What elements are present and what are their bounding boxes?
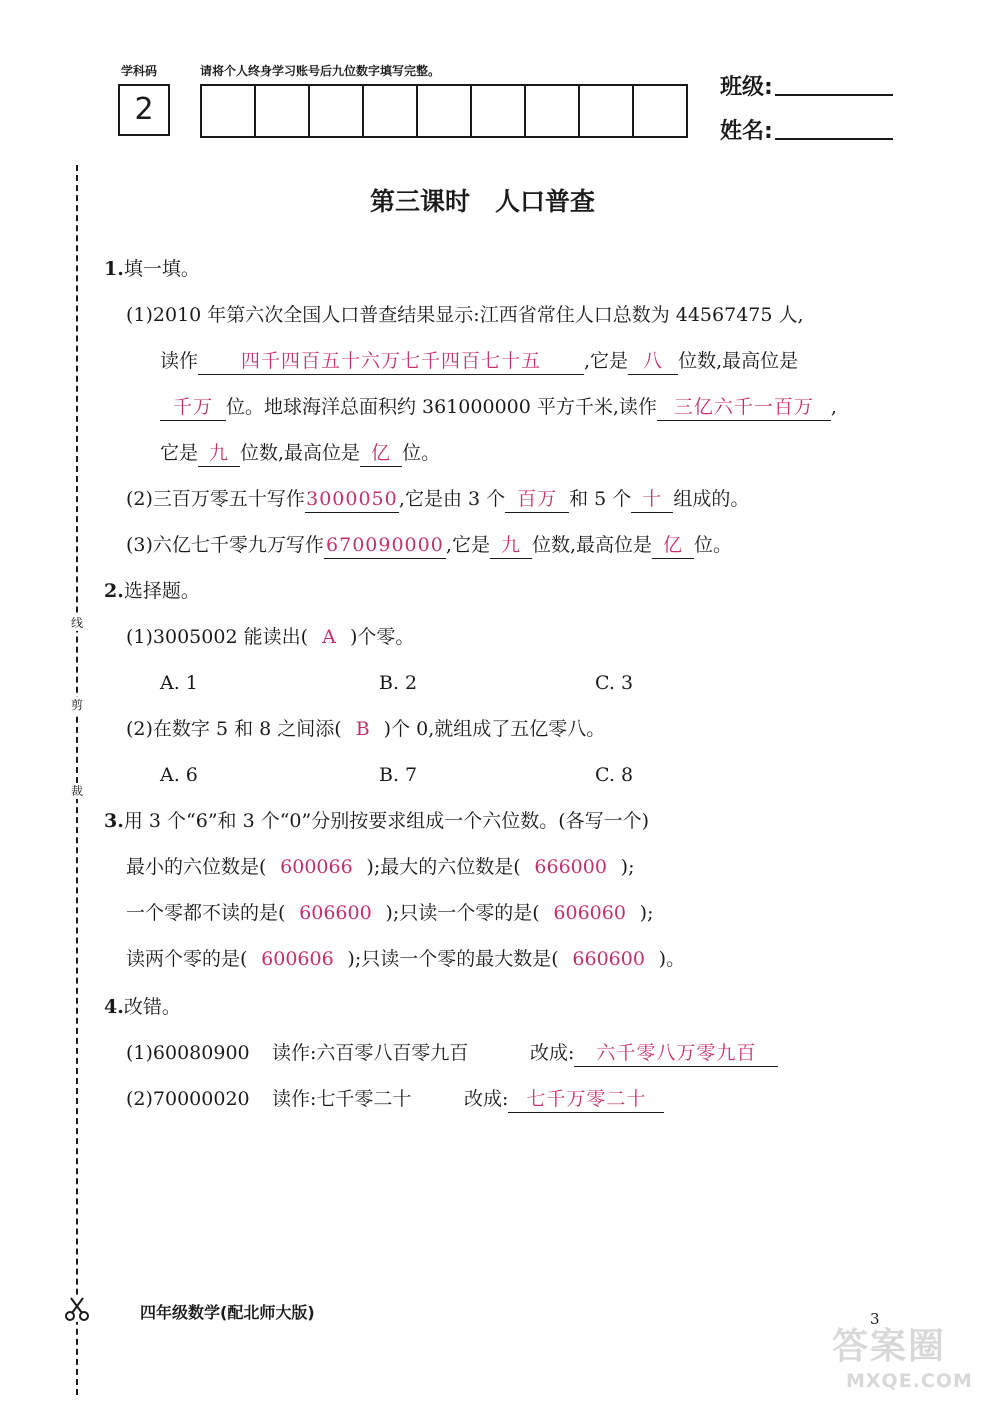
text: );只读一个零的是( bbox=[385, 902, 540, 924]
q2-p2-option-c[interactable]: C. 8 bbox=[595, 764, 634, 786]
q1-heading bbox=[104, 252, 200, 286]
q4-p1-number: (1)60080900 bbox=[126, 1042, 250, 1064]
q2-p2-option-b[interactable]: B. 7 bbox=[379, 764, 418, 786]
text: 位数,最高位是 bbox=[678, 350, 799, 372]
q4-p2-reading: 读作:七千零二十 bbox=[272, 1088, 412, 1110]
q1-p1-line2 bbox=[160, 344, 798, 378]
watermark-url: MXQE.COM bbox=[846, 1370, 973, 1392]
cut-label-jian: 剪 bbox=[70, 698, 83, 712]
q4-p2-correction bbox=[464, 1082, 664, 1116]
answer-blank[interactable]: 百万 bbox=[505, 486, 569, 513]
text: )个 0,就组成了五亿零八。 bbox=[383, 718, 606, 740]
cut-label-xian: 线 bbox=[70, 616, 83, 630]
subject-code-label: 学科码 bbox=[121, 64, 158, 78]
q2-p1-option-c[interactable]: C. 3 bbox=[595, 672, 634, 694]
q4-title: 改错。 bbox=[123, 996, 181, 1018]
text: (2)在数字 5 和 8 之间添( bbox=[126, 718, 342, 740]
text: 读作 bbox=[160, 350, 199, 372]
q1-p1-line4 bbox=[160, 436, 440, 470]
answer-blank[interactable]: 亿 bbox=[360, 440, 402, 467]
answer-value[interactable]: 600066 bbox=[280, 856, 353, 878]
q3-heading bbox=[104, 804, 649, 838]
watermark-logo: 答案圈 bbox=[832, 1326, 947, 1367]
answer-choice[interactable]: B bbox=[355, 718, 370, 740]
text: 位。 bbox=[694, 534, 733, 556]
answer-blank[interactable]: 九 bbox=[198, 440, 240, 467]
text: 位数,最高位是 bbox=[531, 534, 653, 556]
digit-box[interactable] bbox=[472, 86, 526, 136]
q2-p1-option-a[interactable]: A. 1 bbox=[160, 672, 198, 694]
text: 它是 bbox=[160, 442, 199, 464]
answer-value[interactable]: 600606 bbox=[261, 948, 334, 970]
q2-p1 bbox=[126, 620, 414, 654]
digit-box[interactable] bbox=[364, 86, 418, 136]
account-digit-boxes[interactable] bbox=[200, 84, 688, 138]
q2-p2-option-a[interactable]: A. 6 bbox=[160, 764, 198, 786]
name-label: 姓名: bbox=[720, 119, 773, 144]
text: 改成: bbox=[530, 1042, 575, 1064]
q3-title: 用 3 个“6”和 3 个“0”分别按要求组成一个六位数。(各写一个) bbox=[123, 810, 650, 832]
answer-blank[interactable]: 十 bbox=[631, 486, 673, 513]
answer-value[interactable]: 666000 bbox=[534, 856, 607, 878]
digit-box[interactable] bbox=[202, 86, 256, 136]
class-field[interactable] bbox=[720, 70, 893, 101]
answer-blank[interactable]: 亿 bbox=[652, 532, 694, 559]
q4-heading bbox=[104, 990, 181, 1024]
answer-blank[interactable]: 七千万零二十 bbox=[508, 1086, 664, 1113]
text: ); bbox=[639, 902, 654, 924]
subject-code-box: 2 bbox=[118, 84, 170, 136]
page-number: 3 bbox=[870, 1310, 880, 1328]
q1-number: 1. bbox=[104, 258, 124, 280]
cut-label-cai: 裁 bbox=[70, 784, 83, 798]
text: 组成的。 bbox=[673, 488, 750, 510]
digit-box[interactable] bbox=[580, 86, 634, 136]
digit-box[interactable] bbox=[310, 86, 364, 136]
account-instruction: 请将个人终身学习账号后九位数字填写完整。 bbox=[200, 64, 441, 78]
text: )。 bbox=[658, 948, 686, 970]
q3-number: 3. bbox=[104, 810, 124, 832]
answer-choice[interactable]: A bbox=[322, 626, 336, 648]
answer-blank[interactable]: 3000050 bbox=[305, 486, 399, 513]
text: 位。 bbox=[402, 442, 441, 464]
digit-box[interactable] bbox=[526, 86, 580, 136]
answer-blank[interactable]: 六千零八万零九百 bbox=[574, 1040, 778, 1067]
digit-box[interactable] bbox=[256, 86, 310, 136]
answer-value[interactable]: 606600 bbox=[299, 902, 372, 924]
q1-p1-line3 bbox=[160, 390, 837, 424]
text: 读两个零的是( bbox=[126, 948, 248, 970]
text: 改成: bbox=[464, 1088, 509, 1110]
cut-line bbox=[76, 165, 78, 1395]
q1-p1-line1: (1)2010 年第六次全国人口普查结果显示:江西省常住人口总数为 44567475 人, bbox=[126, 304, 804, 326]
q2-number: 2. bbox=[104, 580, 124, 602]
answer-blank[interactable]: 九 bbox=[490, 532, 532, 559]
text: (2)三百万零五十写作 bbox=[126, 488, 305, 510]
text: );最大的六位数是( bbox=[366, 856, 521, 878]
class-underline[interactable] bbox=[775, 70, 893, 96]
text: 最小的六位数是( bbox=[126, 856, 267, 878]
text: (1)3005002 能读出( bbox=[126, 626, 308, 648]
answer-blank[interactable]: 670090000 bbox=[324, 532, 446, 559]
text: , bbox=[830, 396, 837, 418]
page-title: 第三课时 人口普查 bbox=[370, 187, 596, 216]
text: )个零。 bbox=[350, 626, 415, 648]
book-title: 四年级数学(配北师大版) bbox=[140, 1303, 315, 1322]
text: 位数,最高位是 bbox=[240, 442, 361, 464]
q2-p1-option-b[interactable]: B. 2 bbox=[379, 672, 418, 694]
name-field[interactable] bbox=[720, 114, 893, 145]
text: ,它是 bbox=[584, 350, 629, 372]
answer-value[interactable]: 606060 bbox=[553, 902, 626, 924]
scissors-icon bbox=[64, 1296, 90, 1322]
q4-number: 4. bbox=[104, 996, 124, 1018]
answer-value[interactable]: 660600 bbox=[572, 948, 645, 970]
text: 和 5 个 bbox=[569, 488, 632, 510]
q3-row1 bbox=[126, 850, 634, 884]
text: );只读一个零的最大数是( bbox=[347, 948, 559, 970]
q4-p1-reading: 读作:六百零八百零九百 bbox=[272, 1042, 469, 1064]
text: ,它是 bbox=[445, 534, 490, 556]
q2-title: 选择题。 bbox=[123, 580, 200, 602]
digit-box[interactable] bbox=[634, 86, 686, 136]
answer-blank[interactable]: 千万 bbox=[160, 394, 226, 421]
q4-p1-correction bbox=[530, 1036, 778, 1070]
q3-row3 bbox=[126, 942, 685, 976]
text: (3)六亿七千零九万写作 bbox=[126, 534, 324, 556]
q2-p2 bbox=[126, 712, 605, 746]
text: ,它是由 3 个 bbox=[398, 488, 506, 510]
answer-blank[interactable]: 四千四百五十六万七千四百七十五 bbox=[198, 348, 584, 375]
name-underline[interactable] bbox=[775, 114, 893, 140]
text: 位。地球海洋总面积约 361000000 平方千米,读作 bbox=[226, 396, 657, 418]
q2-heading bbox=[104, 574, 200, 608]
text: ); bbox=[620, 856, 635, 878]
answer-blank[interactable]: 八 bbox=[628, 348, 678, 375]
q3-row2 bbox=[126, 896, 653, 930]
q4-p2-number: (2)70000020 bbox=[126, 1088, 250, 1110]
q1-p3 bbox=[126, 528, 732, 562]
q1-title: 填一填。 bbox=[123, 258, 200, 280]
text: 一个零都不读的是( bbox=[126, 902, 286, 924]
class-label: 班级: bbox=[720, 75, 773, 100]
digit-box[interactable] bbox=[418, 86, 472, 136]
answer-blank[interactable]: 三亿六千一百万 bbox=[657, 394, 831, 421]
q1-p2 bbox=[126, 482, 749, 516]
